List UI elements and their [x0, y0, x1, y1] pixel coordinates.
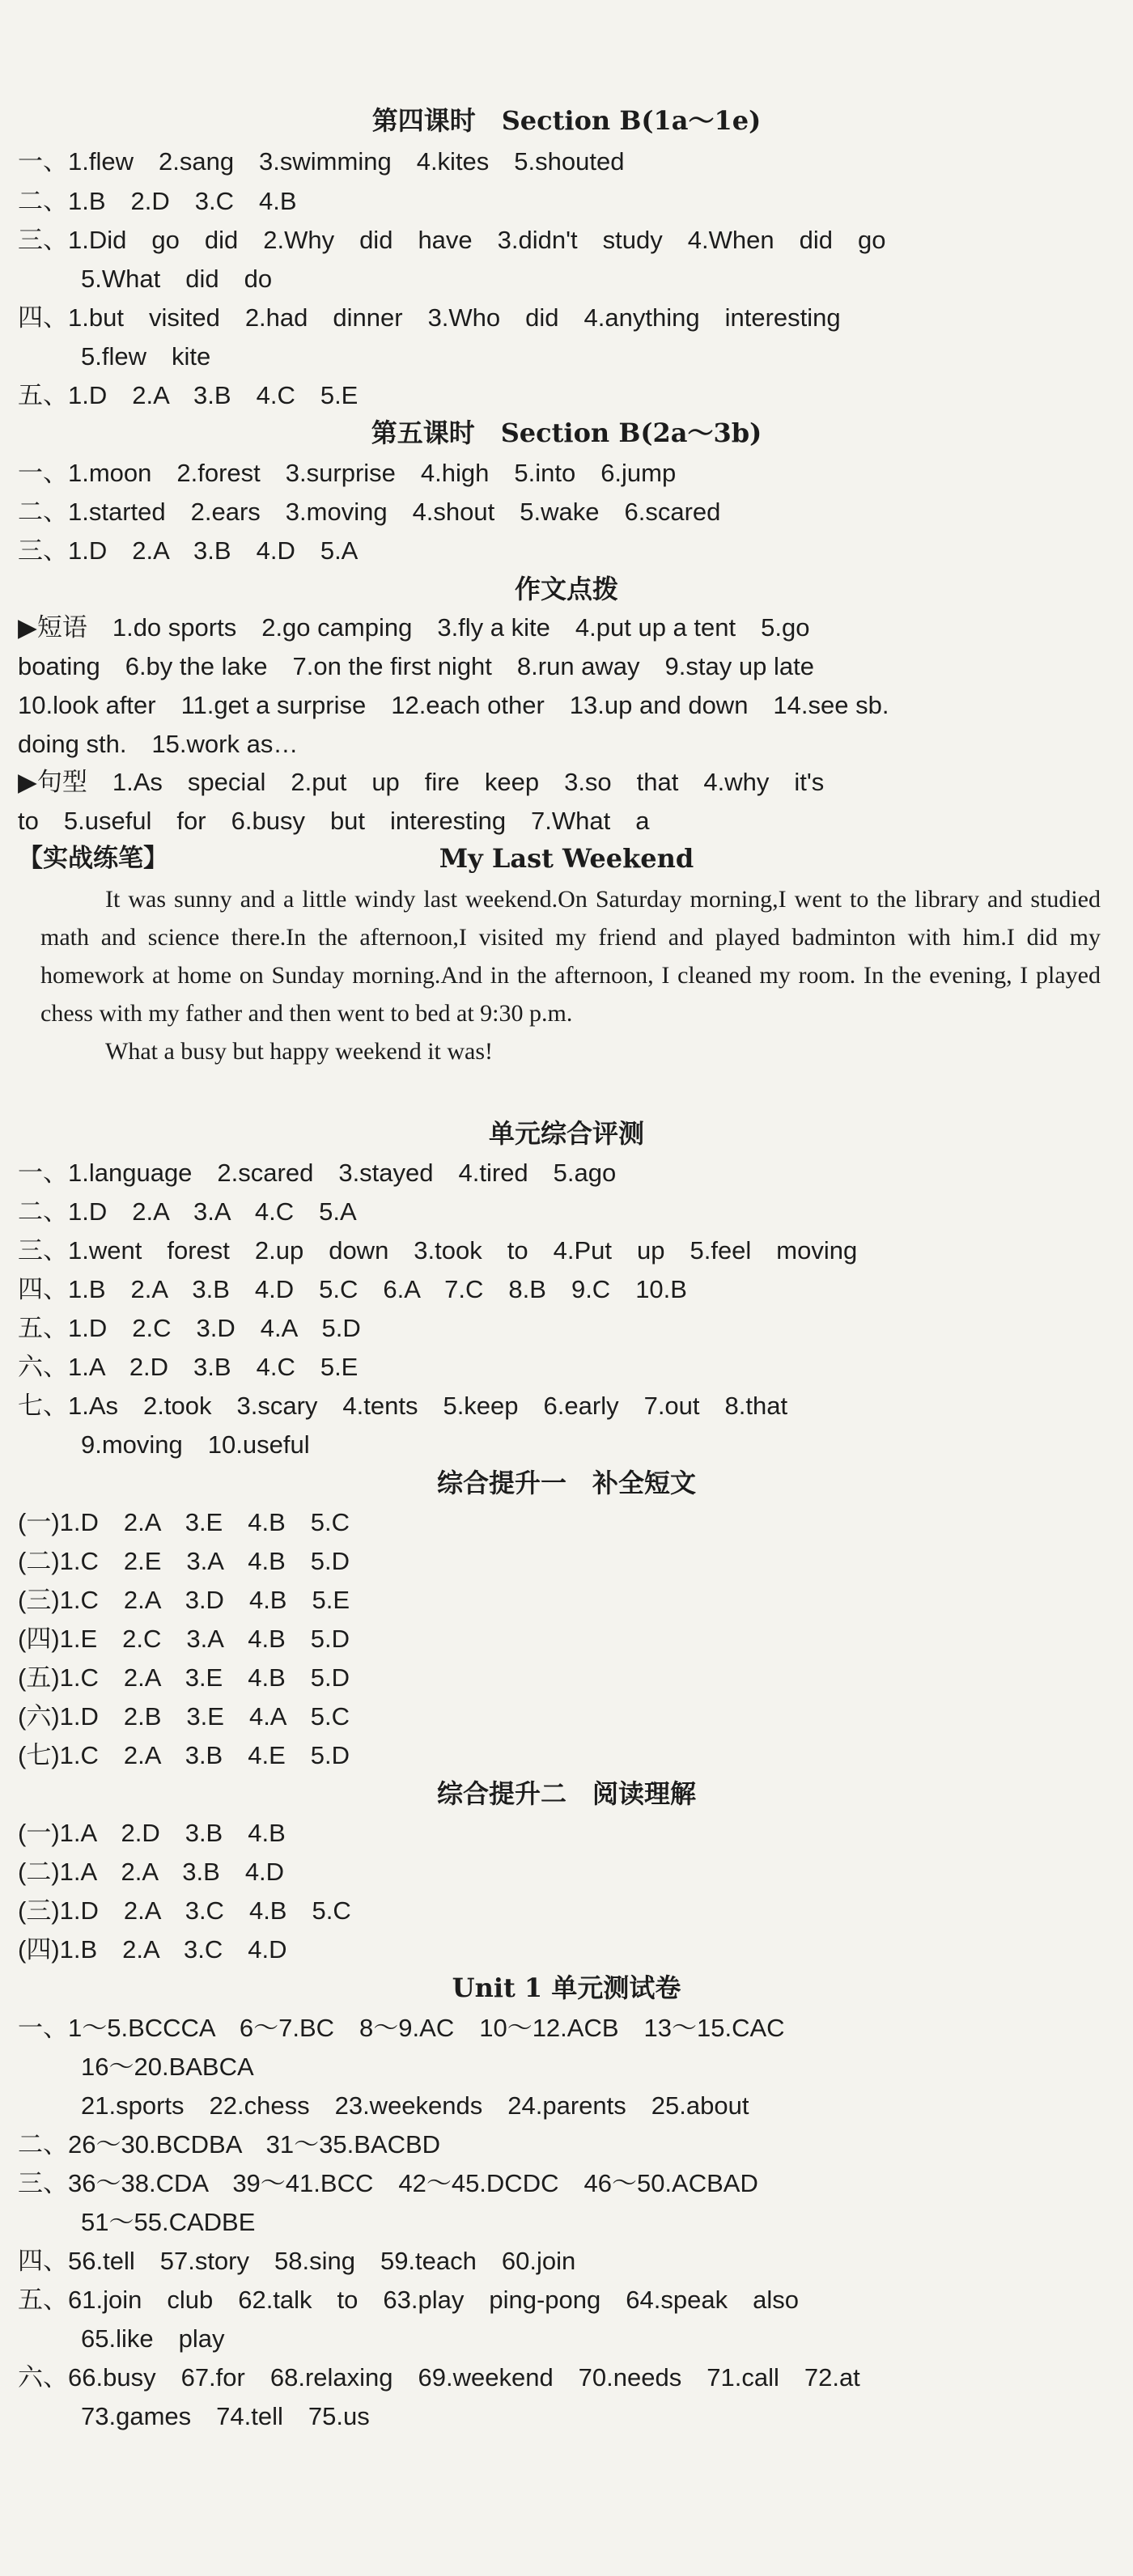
phrases-line-3: 10.look after 11.get a surprise 12.each other 13.up and down 14.see sb. [18, 691, 889, 719]
s4-line-3: 三、1.Did go did 2.Why did have 3.didn't study 4.When did go [18, 226, 886, 254]
test-line-2: 16～20.BABCA [81, 2053, 254, 2081]
test-line-1: 一、1～5.BCCCA 6～7.BC 8～9.AC 10～12.ACB 13～15.CAC [18, 2014, 785, 2042]
sentences-line-1: ▶句型 1.As special 2.put up fire keep 3.so that 4.why it's [18, 768, 825, 796]
comp1-row: (三)1.C 2.A 3.D 4.B 5.E [18, 1586, 350, 1614]
s4-line-5: 四、1.but visited 2.had dinner 3.Who did 4.anything interesting [18, 303, 841, 332]
review-line-6: 六、1.A 2.D 3.B 4.C 5.E [18, 1353, 359, 1381]
s5-line-2: 二、1.started 2.ears 3.moving 4.shout 5.wake 6.scared [18, 498, 721, 526]
practice-label: 【实战练笔】 [18, 844, 168, 872]
review-line-1: 一、1.language 2.scared 3.stayed 4.tired 5.ago [18, 1159, 617, 1187]
comp1-row: (二)1.C 2.E 3.A 4.B 5.D [18, 1547, 350, 1575]
comp1-row: (五)1.C 2.A 3.E 4.B 5.D [18, 1663, 350, 1692]
comp1-row: (六)1.D 2.B 3.E 4.A 5.C [18, 1702, 350, 1731]
test-line-7: 四、56.tell 57.story 58.sing 59.teach 60.join [18, 2247, 576, 2275]
comp2-row: (四)1.B 2.A 3.C 4.D [18, 1935, 287, 1964]
comp2-row: (二)1.A 2.A 3.B 4.D [18, 1858, 285, 1886]
phrases-line-1: ▶短语 1.do sports 2.go camping 3.fly a kite 4.put up a tent 5.go [18, 613, 810, 642]
test-line-6: 51～55.CADBE [81, 2208, 256, 2236]
test-line-4: 二、26～30.BCDBA 31～35.BACBD [18, 2130, 441, 2159]
s5-line-3: 三、1.D 2.A 3.B 4.D 5.A [18, 536, 359, 565]
section5-title: 第五课时 Section B(2a～3b) [371, 417, 762, 448]
comp1-row: (一)1.D 2.A 3.E 4.B 5.C [18, 1508, 350, 1536]
comp1-row: (七)1.C 2.A 3.B 4.E 5.D [18, 1741, 350, 1769]
comp2-row: (一)1.A 2.D 3.B 4.B [18, 1819, 286, 1847]
review-line-7: 七、1.As 2.took 3.scary 4.tents 5.keep 6.early 7.out 8.that [18, 1392, 788, 1420]
test-line-10: 六、66.busy 67.for 68.relaxing 69.weekend 70.needs 71.call 72.at [18, 2363, 860, 2392]
sentences-line-2: to 5.useful for 6.busy but interesting 7.What a [18, 807, 650, 835]
s4-line-1: 一、1.flew 2.sang 3.swimming 4.kites 5.shouted [18, 147, 625, 176]
s4-line-4: 5.What did do [81, 265, 273, 293]
review-line-4: 四、1.B 2.A 3.B 4.D 5.C 6.A 7.C 8.B 9.C 10.B [18, 1275, 687, 1303]
essay-title: My Last Weekend [439, 843, 694, 874]
comp2-row: (三)1.D 2.A 3.C 4.B 5.C [18, 1896, 351, 1925]
comp2-title: 综合提升二 阅读理解 [436, 1778, 696, 1809]
comp1-title: 综合提升一 补全短文 [436, 1468, 696, 1498]
section4-title: 第四课时 Section B(1a～1e) [371, 105, 762, 136]
review-line-2: 二、1.D 2.A 3.A 4.C 5.A [18, 1197, 357, 1226]
writing-title: 作文点拨 [514, 574, 618, 604]
essay-body [40, 880, 1101, 1070]
s4-line-7: 五、1.D 2.A 3.B 4.C 5.E [18, 381, 359, 409]
test-line-5: 三、36～38.CDA 39～41.BCC 42～45.DCDC 46～50.ACBAD [18, 2169, 758, 2197]
test-line-11: 73.games 74.tell 75.us [81, 2402, 370, 2430]
s4-line-6: 5.flew kite [81, 342, 211, 371]
review-line-3: 三、1.went forest 2.up down 3.took to 4.Put up 5.feel moving [18, 1236, 858, 1265]
review-line-5: 五、1.D 2.C 3.D 4.A 5.D [18, 1314, 361, 1342]
s5-line-1: 一、1.moon 2.forest 3.surprise 4.high 5.into 6.jump [18, 459, 677, 487]
test-line-9: 65.like play [81, 2324, 225, 2353]
phrases-line-2: boating 6.by the lake 7.on the first night 8.run away 9.stay up late [18, 652, 814, 680]
test-line-8: 五、61.join club 62.talk to 63.play ping-pong 64.speak also [18, 2286, 799, 2314]
phrases-line-4: doing sth. 15.work as… [18, 730, 299, 758]
s4-line-2: 二、1.B 2.D 3.C 4.B [18, 187, 297, 215]
review-line-8: 9.moving 10.useful [81, 1430, 310, 1459]
test-line-3: 21.sports 22.chess 23.weekends 24.parents 25.about [81, 2091, 749, 2120]
comp1-row: (四)1.E 2.C 3.A 4.B 5.D [18, 1625, 350, 1653]
unit-test-title: Unit 1 单元测试卷 [452, 1972, 681, 2003]
essay-paragraph-2: What a busy but happy weekend it was! [105, 1038, 494, 1065]
unit-review-title: 单元综合评测 [488, 1118, 644, 1149]
essay-paragraph-1: It was sunny and a little windy last weekend.On Saturday morning,I went to the library and studied math and science there.In the afternoon,I visited my friend and played badminton with him.I did my homework at home on Sunday morning.And in the afternoon, I cleaned my room. In the evening, I played chess with my father and then went to bed at 9:30 p.m. [40, 886, 1101, 1027]
